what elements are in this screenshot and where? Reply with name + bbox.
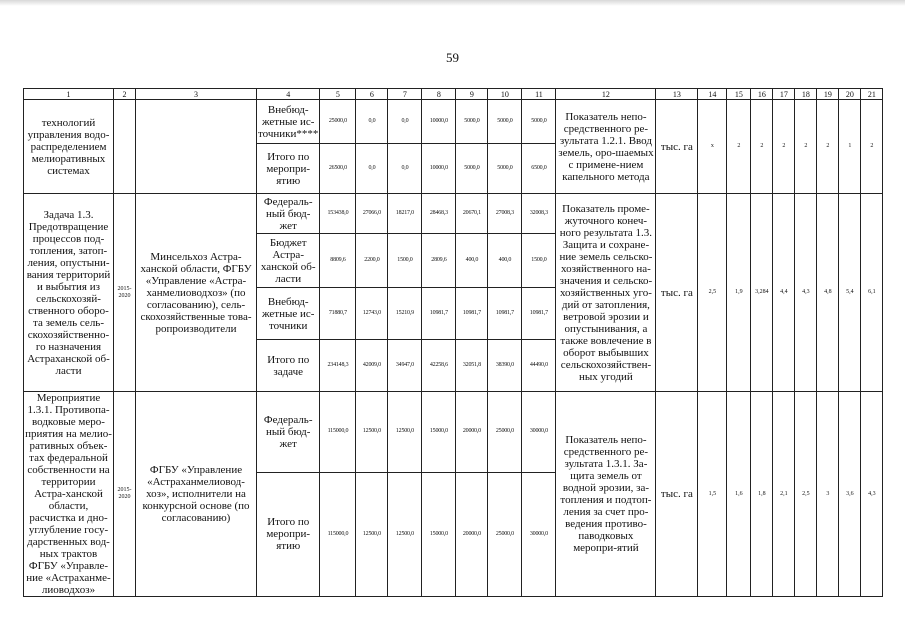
funding-source: Федераль-ный бюд-жет <box>257 194 320 234</box>
unit-cell: тыс. га <box>656 194 698 392</box>
col-number: 3 <box>136 89 257 100</box>
target-value: 2 <box>795 100 817 194</box>
task-name: Задача 1.3. Предотвращение процессов под-топления, затоп-ления, опустыни-вания территорий и выбытия из сельскохозяй-ственного оборо-та земель сель-скохозяйственно-го назначения Астраханской об-ласти <box>24 194 114 392</box>
activity-name: технологий управления водо-распределением мелиоративных системах <box>24 100 114 194</box>
amount-cell: 32008,3 <box>522 194 556 234</box>
amount-cell: 27008,3 <box>488 194 522 234</box>
col-number: 11 <box>522 89 556 100</box>
amount-cell: 10981,7 <box>522 288 556 340</box>
funding-source: Итого по задаче <box>257 340 320 392</box>
amount-cell: 25000,0 <box>320 100 356 144</box>
col-number: 9 <box>456 89 488 100</box>
col-number: 16 <box>751 89 773 100</box>
col-number: 7 <box>388 89 422 100</box>
amount-cell: 12743,0 <box>356 288 388 340</box>
funding-source: Федераль-ный бюд-жет <box>257 392 320 473</box>
amount-cell: 0,0 <box>356 100 388 144</box>
target-value: 2 <box>727 100 751 194</box>
amount-cell: 32051,8 <box>456 340 488 392</box>
unit-cell: тыс. га <box>656 392 698 597</box>
amount-cell: 5000,0 <box>522 100 556 144</box>
col-number: 6 <box>356 89 388 100</box>
indicator-text: Показатель непо-средственного ре-зультата 1.3.1. За-щита земель от водной эрозии, за-топления и подтоп-ления за счет про-ведения противо-паводковых меропри-ятий <box>556 392 656 597</box>
funding-source: Итого по меропри-ятию <box>257 472 320 596</box>
executor-cell <box>136 100 257 194</box>
col-number: 21 <box>861 89 883 100</box>
amount-cell: 15210,9 <box>388 288 422 340</box>
indicator-text: Показатель проме-жуточного конеч-ного результата 1.3. Защита и сохране-ние земель сельско-хозяйственного на-значения и сельско-хозяйственных уго-дий от затопления, ветровой эрозии и опустынивания, а также вовлечение в оборот выбывших сельскохозяйствен-ных угодий <box>556 194 656 392</box>
target-value: 2 <box>773 100 795 194</box>
period-cell <box>114 100 136 194</box>
target-value: 5,4 <box>839 194 861 392</box>
amount-cell: 12500,0 <box>388 472 422 596</box>
target-value: 4,8 <box>817 194 839 392</box>
amount-cell: 5000,0 <box>488 144 522 194</box>
funding-source: Внебюд-жетные ис-точники <box>257 288 320 340</box>
funding-source: Внебюд-жетные ис-точники**** <box>257 100 320 144</box>
col-number: 19 <box>817 89 839 100</box>
budget-table <box>23 88 883 597</box>
amount-cell: 115000,0 <box>320 472 356 596</box>
amount-cell: 38390,0 <box>488 340 522 392</box>
target-value: 1,5 <box>698 392 727 597</box>
target-value: 1,6 <box>727 392 751 597</box>
target-value: 3 <box>817 392 839 597</box>
col-number: 15 <box>727 89 751 100</box>
column-number-row <box>24 89 883 100</box>
period-cell: 2015-2020 <box>114 194 136 392</box>
funding-source: Итого по меропри-ятию <box>257 144 320 194</box>
amount-cell: 400,0 <box>456 234 488 288</box>
amount-cell: 30000,0 <box>522 472 556 596</box>
target-value: 4,3 <box>795 194 817 392</box>
amount-cell: 42009,0 <box>356 340 388 392</box>
table-row <box>24 194 883 234</box>
amount-cell: 1500,0 <box>522 234 556 288</box>
amount-cell: 115000,0 <box>320 392 356 473</box>
target-value: 1,8 <box>751 392 773 597</box>
amount-cell: 20670,1 <box>456 194 488 234</box>
amount-cell: 10000,0 <box>422 144 456 194</box>
amount-cell: 25000,0 <box>488 472 522 596</box>
table-row <box>24 392 883 473</box>
col-number: 1 <box>24 89 114 100</box>
target-value: 6,1 <box>861 194 883 392</box>
amount-cell: 10981,7 <box>456 288 488 340</box>
amount-cell: 400,0 <box>488 234 522 288</box>
col-number: 12 <box>556 89 656 100</box>
col-number: 18 <box>795 89 817 100</box>
target-value: 2,5 <box>698 194 727 392</box>
indicator-text: Показатель непо-средственного ре-зультата 1.2.1. Ввод земель, оро-шаемых с примене-нием капельного метода <box>556 100 656 194</box>
target-value: 3,6 <box>839 392 861 597</box>
amount-cell: 12500,0 <box>388 392 422 473</box>
amount-cell: 0,0 <box>356 144 388 194</box>
amount-cell: 10981,7 <box>422 288 456 340</box>
target-value: 1,9 <box>727 194 751 392</box>
col-number: 4 <box>257 89 320 100</box>
amount-cell: 34947,0 <box>388 340 422 392</box>
col-number: 17 <box>773 89 795 100</box>
amount-cell: 8809,6 <box>320 234 356 288</box>
amount-cell: 28468,3 <box>422 194 456 234</box>
activity-name: Мероприятие 1.3.1. Противопа-водковые меро-приятия на мелио-ративных объек-тах федеральной собственности на территории Астра-ханской области, расчистка и дно-углубление госу-дарственных вод-ных трактов ФГБУ «Управле-ние «Астраханме-лиоводхоз» <box>25 392 112 596</box>
col-number: 10 <box>488 89 522 100</box>
amount-cell: 25000,0 <box>488 392 522 473</box>
page-number: 59 <box>446 50 459 65</box>
amount-cell: 2200,0 <box>356 234 388 288</box>
col-number: 5 <box>320 89 356 100</box>
unit-cell: тыс. га <box>656 100 698 194</box>
amount-cell: 30000,0 <box>522 392 556 473</box>
target-value: 1 <box>839 100 861 194</box>
amount-cell: 12500,0 <box>356 472 388 596</box>
amount-cell: 1500,0 <box>388 234 422 288</box>
amount-cell: 10000,0 <box>422 100 456 144</box>
executor-cell: Минсельхоз Астра-ханской области, ФГБУ «Управление «Астра-ханмелиоводхоз» (по согласованию), сель-скохозяйственные това-ропроизводители <box>136 194 257 392</box>
amount-cell: 20000,0 <box>456 472 488 596</box>
amount-cell: 42258,6 <box>422 340 456 392</box>
target-value: 4,4 <box>773 194 795 392</box>
target-value: 2 <box>817 100 839 194</box>
amount-cell: 15000,0 <box>422 392 456 473</box>
amount-cell: 10981,7 <box>488 288 522 340</box>
amount-cell: 27066,0 <box>356 194 388 234</box>
target-value: 2,1 <box>773 392 795 597</box>
period-cell: 2015-2020 <box>114 392 136 597</box>
col-number: 13 <box>656 89 698 100</box>
funding-source: Бюджет Астра-ханской об-ласти <box>257 234 320 288</box>
table-row <box>24 100 883 144</box>
amount-cell: 0,0 <box>388 100 422 144</box>
amount-cell: 15000,0 <box>422 472 456 596</box>
target-value: х <box>698 100 727 194</box>
amount-cell: 5000,0 <box>456 100 488 144</box>
amount-cell: 71880,7 <box>320 288 356 340</box>
amount-cell: 18217,0 <box>388 194 422 234</box>
amount-cell: 153438,0 <box>320 194 356 234</box>
target-value: 4,3 <box>861 392 883 597</box>
amount-cell: 2809,6 <box>422 234 456 288</box>
col-number: 20 <box>839 89 861 100</box>
col-number: 8 <box>422 89 456 100</box>
amount-cell: 234148,3 <box>320 340 356 392</box>
amount-cell: 0,0 <box>388 144 422 194</box>
target-value: 2 <box>751 100 773 194</box>
col-number: 2 <box>114 89 136 100</box>
target-value: 2 <box>861 100 883 194</box>
amount-cell: 26500,0 <box>320 144 356 194</box>
executor-cell: ФГБУ «Управление «Астраханмелиовод-хоз», исполнители на конкурсной основе (по согласованию) <box>136 392 257 597</box>
amount-cell: 6500,0 <box>522 144 556 194</box>
amount-cell: 12500,0 <box>356 392 388 473</box>
target-value: 3,284 <box>751 194 773 392</box>
amount-cell: 44490,0 <box>522 340 556 392</box>
amount-cell: 5000,0 <box>456 144 488 194</box>
scan-edge <box>0 0 905 6</box>
amount-cell: 5000,0 <box>488 100 522 144</box>
amount-cell: 20000,0 <box>456 392 488 473</box>
col-number: 14 <box>698 89 727 100</box>
target-value: 2,5 <box>795 392 817 597</box>
